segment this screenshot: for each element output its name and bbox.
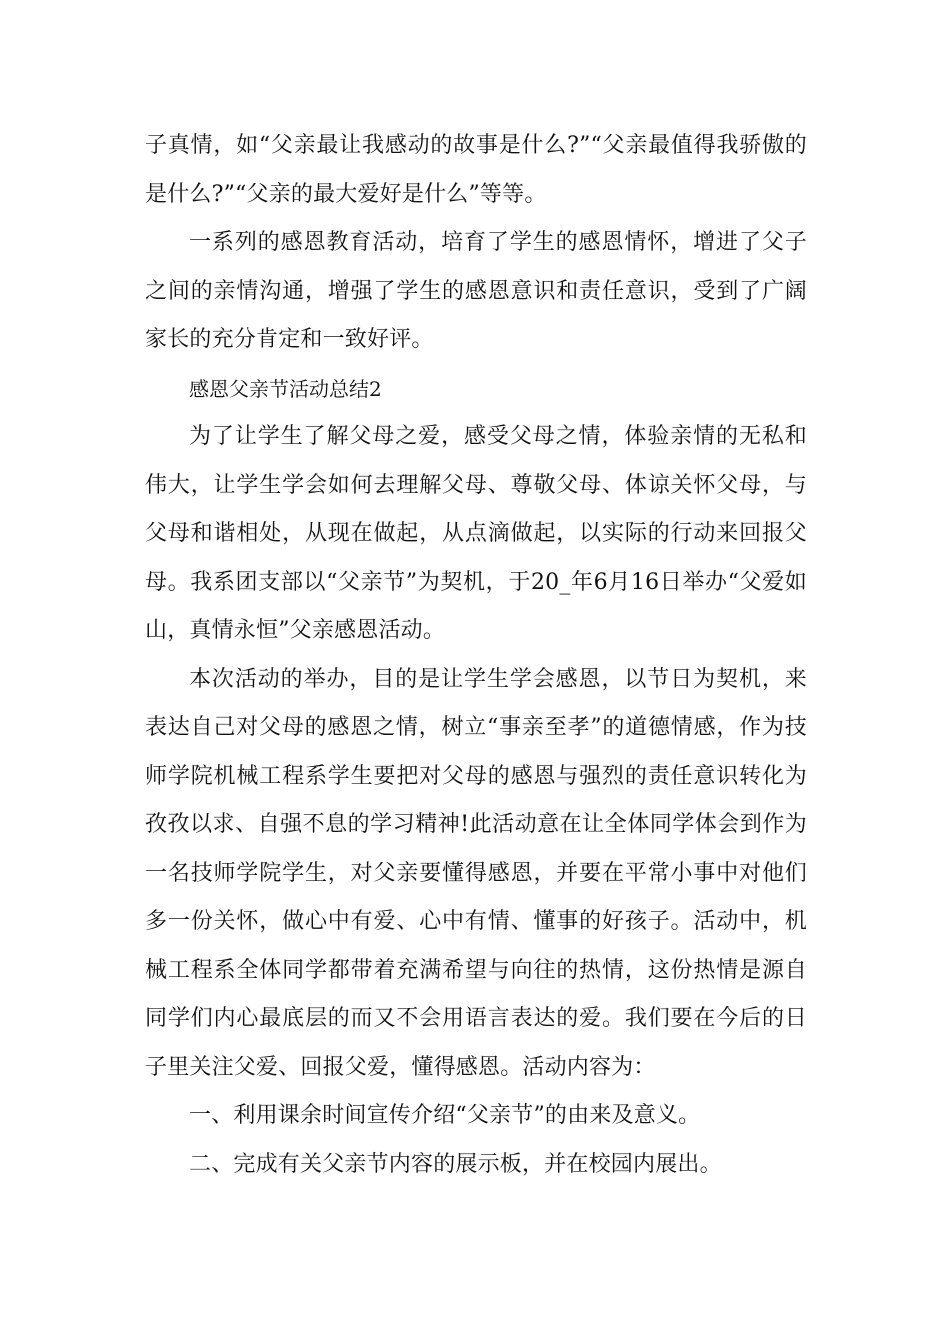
section-heading: 感恩父亲节活动总结2 [189, 376, 382, 401]
list-item-1: 一、利用课余时间宣传介绍“父亲节”的由来及意义。 [189, 1103, 701, 1128]
paragraph-1: 子真情，如“父亲最让我感动的故事是什么?”“父亲最值得我骄傲的是什么?”“父亲的最大爱好是什么”等等。 [145, 133, 807, 207]
paragraph-4: 本次活动的举办，目的是让学生学会感恩，以节日为契机，来表达自己对父母的感恩之情，树立“事亲至孝”的道德情感，作为技师学院机械工程系学生要把对父母的感恩与强烈的责任意识转化为孜孜以求、自强不息的学习精神!此活动意在让全体同学体会到作为一名技师学院学生，对父亲要懂得感恩，并要在平常小事中对他们多一份关怀，做心中有爱、心中有情、懂事的好孩子。活动中，机械工程系全体同学都带着充满希望与向往的热情，这份热情是源自同学们内心最底层的而又不会用语言表达的爱。我们要在今后的日子里关注父爱、回报父爱，懂得感恩。活动内容为： [145, 666, 807, 1080]
paragraph-2: 一系列的感恩教育活动，培育了学生的感恩情怀，增进了父子之间的亲情沟通，增强了学生的感恩意识和责任意识，受到了广阔家长的充分肯定和一致好评。 [145, 230, 807, 352]
list-item-2: 二、完成有关父亲节内容的展示板，并在校园内展出。 [189, 1151, 722, 1177]
document-body [145, 122, 807, 1189]
paragraph-3: 为了让学生了解父母之爱，感受父母之情，体验亲情的无私和伟大，让学生学会如何去理解父母、尊敬父母、体谅关怀父母，与父母和谐相处，从现在做起，从点滴做起，以实际的行动来回报父母。我系团支部以“父亲节”为契机，于20_年6月16日举办“父爱如山，真情永恒”父亲感恩活动。 [145, 424, 807, 643]
